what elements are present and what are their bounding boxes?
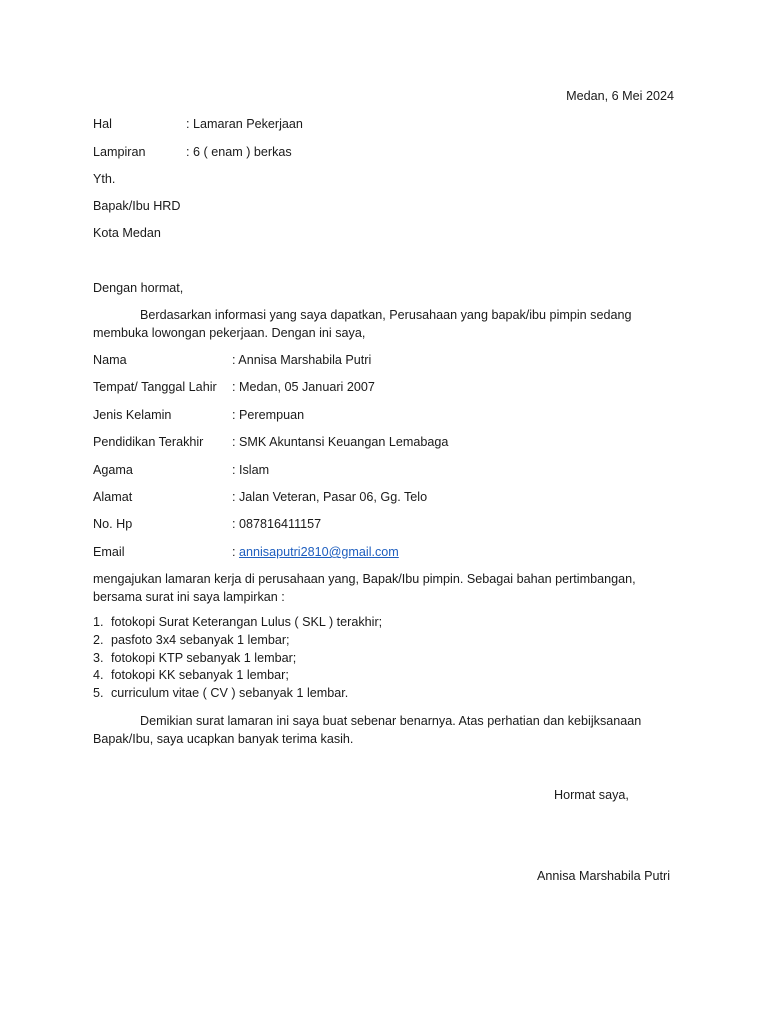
subject-value: : Lamaran Pekerjaan — [186, 117, 303, 131]
list-item — [93, 614, 382, 632]
request-paragraph — [93, 570, 673, 606]
field-label: Agama — [93, 463, 133, 477]
field-value: : Annisa Marshabila Putri — [232, 353, 372, 367]
letter-date: Medan, 6 Mei 2024 — [566, 89, 674, 103]
email-row — [93, 543, 399, 561]
field-value: : Jalan Veteran, Pasar 06, Gg. Telo — [232, 490, 428, 504]
intro-line-1: Berdasarkan informasi yang saya dapatkan, Perusahaan yang bapak/ibu pimpin sedang — [140, 308, 632, 322]
email-colon: : — [232, 545, 239, 559]
closing-line-2: Bapak/Ibu, saya ucapkan banyak terima kasih. — [93, 732, 354, 746]
attachment-row — [93, 143, 292, 161]
list-item — [93, 685, 382, 703]
list-text: fotokopi KK sebanyak 1 lembar; — [111, 668, 289, 683]
attachment-label: Lampiran — [93, 145, 146, 159]
closing-paragraph — [93, 712, 673, 748]
recipient-yth: Yth. — [93, 172, 116, 186]
list-text: fotokopi KTP sebanyak 1 lembar; — [111, 650, 297, 665]
list-number: 5. — [93, 686, 104, 701]
subject-row — [93, 115, 303, 133]
field-row — [93, 515, 321, 533]
regards-text: Hormat saya, — [554, 788, 629, 802]
recipient-hrd: Bapak/Ibu HRD — [93, 199, 181, 213]
field-label: Pendidikan Terakhir — [93, 435, 204, 449]
attachment-value: : 6 ( enam ) berkas — [186, 145, 292, 159]
field-row — [93, 351, 371, 369]
signer-name: Annisa Marshabila Putri — [537, 869, 670, 883]
request-line-2: bersama surat ini saya lampirkan : — [93, 590, 285, 604]
field-row — [93, 461, 269, 479]
salutation: Dengan hormat, — [93, 281, 184, 295]
field-label: No. Hp — [93, 517, 133, 531]
list-number: 2. — [93, 632, 104, 647]
field-row — [93, 433, 448, 451]
field-row — [93, 488, 427, 506]
field-row — [93, 406, 304, 424]
closing-line-1: Demikian surat lamaran ini saya buat sebenar benarnya. Atas perhatian dan kebijksanaan — [140, 714, 642, 728]
field-label: Nama — [93, 353, 127, 367]
list-number: 1. — [93, 615, 104, 629]
field-value: : SMK Akuntansi Keuangan Lemabaga — [232, 435, 449, 449]
field-value: : Medan, 05 Januari 2007 — [232, 380, 375, 394]
list-item — [93, 667, 382, 685]
list-text: curriculum vitae ( CV ) sebanyak 1 lembar. — [111, 686, 349, 701]
recipient-city: Kota Medan — [93, 226, 161, 240]
intro-line-2: membuka lowongan pekerjaan. Dengan ini saya, — [93, 326, 366, 340]
list-text: pasfoto 3x4 sebanyak 1 lembar; — [111, 632, 290, 647]
field-value: : 087816411157 — [232, 517, 322, 531]
field-value: : Islam — [232, 463, 270, 477]
request-line-1: mengajukan lamaran kerja di perusahaan yang, Bapak/Ibu pimpin. Sebagai bahan pertimbangan, — [93, 572, 636, 586]
field-value: : Perempuan — [232, 408, 305, 422]
field-label: Jenis Kelamin — [93, 408, 172, 422]
intro-paragraph — [93, 306, 673, 342]
list-text: fotokopi Surat Keterangan Lulus ( SKL ) terakhir; — [111, 615, 383, 629]
list-number: 4. — [93, 668, 104, 683]
list-number: 3. — [93, 650, 104, 665]
attachment-list — [93, 614, 382, 703]
field-row — [93, 378, 375, 396]
list-item — [93, 650, 382, 668]
email-link[interactable]: annisaputri2810@gmail.com — [239, 545, 399, 559]
field-label: Alamat — [93, 490, 133, 504]
field-label: Tempat/ Tanggal Lahir — [93, 380, 217, 394]
subject-label: Hal — [93, 117, 112, 131]
email-label: Email — [93, 545, 125, 559]
list-item — [93, 632, 382, 650]
